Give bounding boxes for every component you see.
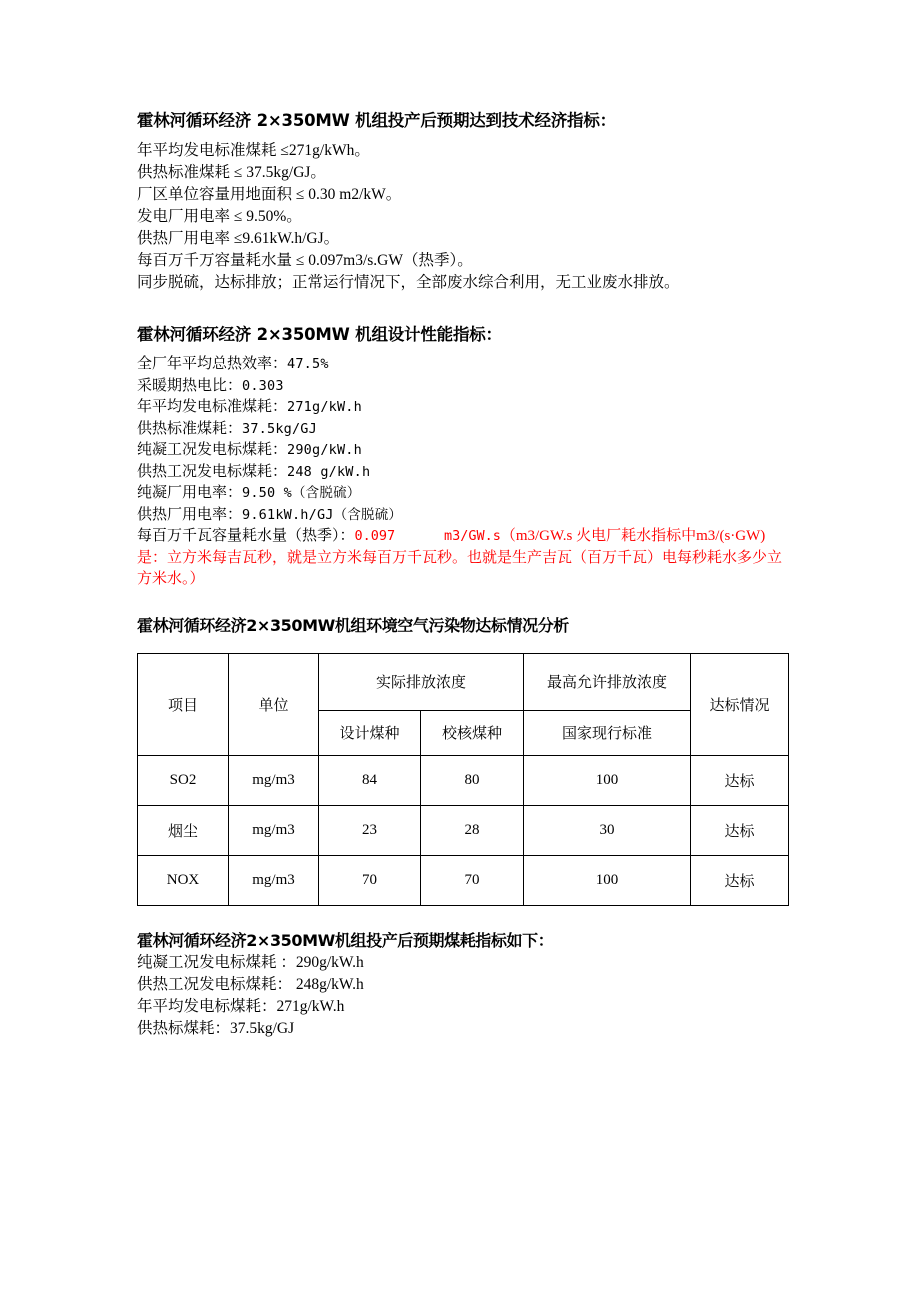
cell-check: 80 (421, 755, 524, 805)
section1-line-4: 发电厂用电率 ≤ 9.50%。 (137, 208, 302, 225)
spacer (137, 346, 797, 354)
section2-row-value: 290g/kW.h (287, 442, 362, 458)
cell-check: 28 (421, 805, 524, 855)
cell-status: 达标 (691, 805, 789, 855)
section2-row (137, 462, 797, 484)
section2-row-label: 纯凝厂用电率： (137, 485, 243, 501)
section2-row (137, 419, 797, 441)
section1-line-1: 年平均发电标准煤耗 ≤271g/kWh。 (137, 142, 370, 159)
section2-row-value: 37.5kg/GJ (242, 420, 317, 437)
section2-water-note (137, 526, 797, 591)
emissions-table-wrapper (137, 653, 797, 906)
section1-line-2: 供热标准煤耗 ≤ 37.5kg/GJ。 (137, 164, 326, 181)
cell-status: 达标 (691, 855, 789, 905)
spacer (137, 132, 797, 140)
cell-unit: mg/m3 (229, 855, 319, 905)
section2-row-label: 全厂年平均总热效率： (137, 356, 288, 372)
section2-row (137, 440, 797, 462)
section4-line-3: 年平均发电标煤耗：271g/kW.h (137, 997, 345, 1015)
section2-row (137, 376, 797, 398)
cell-check: 70 (421, 855, 524, 905)
cell-unit: mg/m3 (229, 805, 319, 855)
cell-standard: 30 (524, 805, 691, 855)
section2-row-label: 供热工况发电标煤耗： (137, 463, 288, 480)
table-row (138, 755, 789, 805)
section2-row-label: 纯凝工况发电标煤耗： (137, 442, 288, 458)
water-note-line2: m3/(s·GW) 是：立方米每吉瓦秒，就是立方米每百万千瓦秒。也就是生产吉瓦（百万千瓦） (137, 528, 766, 566)
table-header-actual: 实际排放浓度 (319, 653, 524, 710)
cell-design: 23 (319, 805, 421, 855)
section2-row (137, 397, 797, 419)
section1-line-3: 厂区单位容量用地面积 ≤ 0.30 m2/kW。 (137, 186, 402, 203)
section1-body (137, 140, 797, 294)
section3-heading: 霍林河循环经济2×350MW机组环境空气污染物达标情况分析 (137, 615, 569, 635)
section4-line-4: 供热标煤耗：37.5kg/GJ (137, 1019, 295, 1037)
table-header-item: 项目 (138, 653, 229, 755)
water-note-line3: 电每秒耗水多少立方米水。） (137, 549, 783, 587)
table-subheader-standard: 国家现行标准 (524, 710, 691, 755)
section2-row-label: 年平均发电标准煤耗： (137, 399, 288, 415)
section2-row-label: 供热标准煤耗： (137, 420, 243, 437)
section1-heading: 霍林河循环经济 2×350MW 机组投产后预期达到技术经济指标： (137, 111, 616, 130)
section4-heading: 霍林河循环经济2×350MW机组投产后预期煤耗指标如下： (137, 930, 554, 950)
table-header-row-main (138, 653, 789, 710)
cell-design: 70 (319, 855, 421, 905)
cell-item: NOX (138, 855, 229, 905)
section4-line-2: 供热工况发电标煤耗： 248g/kW.h (137, 975, 364, 993)
section2-row-value: 47.5% (287, 356, 329, 372)
section4-line-1: 纯凝工况发电标煤耗 ：290g/kW.h (137, 953, 364, 971)
table-row (138, 805, 789, 855)
cell-design: 84 (319, 755, 421, 805)
table-header-max-allowed: 最高允许排放浓度 (524, 653, 691, 710)
section2-row-label: 供热厂用电率： (137, 506, 243, 523)
section2-row-value: 0.303 (242, 377, 284, 394)
table-subheader-design: 设计煤种 (319, 710, 421, 755)
cell-item: 烟尘 (138, 805, 229, 855)
section2-row-label: 采暖期热电比： (137, 377, 243, 394)
document-content (137, 110, 797, 1040)
spacer (137, 294, 797, 324)
cell-item: SO2 (138, 755, 229, 805)
cell-unit: mg/m3 (229, 755, 319, 805)
section2-heading: 霍林河循环经济 2×350MW 机组设计性能指标： (137, 325, 502, 344)
section1-line-6: 每百万千万容量耗水量 ≤ 0.097m3/s.GW（热季）。 (137, 252, 473, 269)
spacer (137, 591, 797, 615)
section2-row-value: 248 g/kW.h (287, 463, 371, 480)
water-note-tail: （m3/GW.s 火电厂耗水指标中 (500, 528, 697, 544)
table-row (138, 855, 789, 905)
section2-row-value: 9.61kW.h/GJ（含脱硫） (242, 506, 403, 523)
spacer (137, 637, 797, 653)
section4-body (137, 952, 797, 1040)
table-header-unit: 单位 (229, 653, 319, 755)
emissions-table (137, 653, 789, 906)
table-header-status: 达标情况 (691, 653, 789, 755)
spacer (137, 906, 797, 930)
section2-body (137, 354, 797, 591)
section2-row-value: 271g/kW.h (287, 399, 362, 415)
section2-row (137, 505, 797, 527)
section2-row-value: 9.50 %（含脱硫） (242, 485, 361, 501)
section1-line-5: 供热厂用电率 ≤9.61kW.h/GJ。 (137, 230, 340, 247)
section2-row (137, 354, 797, 376)
water-value: 0.097 (354, 528, 396, 544)
section1-line-7: 同步脱硫，达标排放；正常运行情况下，全部废水综合利用，无工业废水排放。 (137, 274, 680, 291)
cell-standard: 100 (524, 755, 691, 805)
section2-row (137, 483, 797, 505)
cell-standard: 100 (524, 855, 691, 905)
water-unit: m3/GW.s (443, 528, 501, 544)
water-label: 每百万千瓦容量耗水量（热季）： (137, 528, 355, 544)
table-subheader-check: 校核煤种 (421, 710, 524, 755)
cell-status: 达标 (691, 755, 789, 805)
